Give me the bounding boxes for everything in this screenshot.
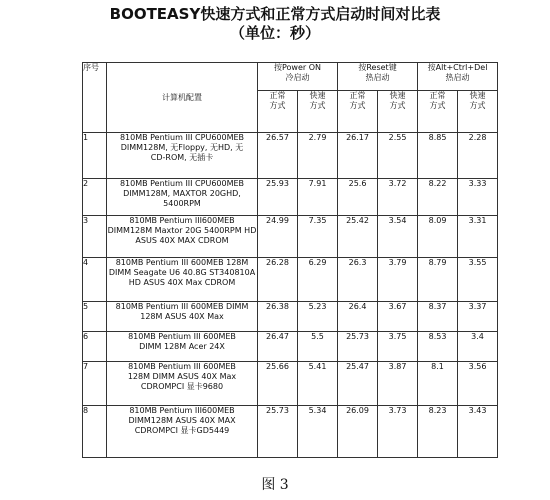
cell-value: 3.33	[458, 179, 498, 216]
table-title: BOOTEASY快速方式和正常方式启动时间对比表	[109, 5, 441, 23]
row-config: 810MB Pentium III600MEB DIMM128M Maxtor 20G 5400RPM HD ASUS 40X MAX CDROM	[107, 216, 258, 258]
cell-value: 3.43	[458, 406, 498, 458]
cell-value: 25.93	[258, 179, 298, 216]
cell-value: 3.55	[458, 258, 498, 302]
header-group-power-on: 按Power ON 冷启动	[258, 63, 338, 91]
table-row	[83, 302, 498, 332]
table-row	[83, 332, 498, 362]
cell-value: 8.09	[418, 216, 458, 258]
cell-value: 3.4	[458, 332, 498, 362]
header-config: 计算机配置	[107, 63, 258, 133]
header-normal: 正常 方式	[418, 91, 458, 133]
cell-value: 26.3	[338, 258, 378, 302]
cell-value: 5.41	[298, 362, 338, 406]
header-index: 序号	[83, 63, 107, 133]
cell-value: 26.38	[258, 302, 298, 332]
cell-value: 3.75	[378, 332, 418, 362]
cell-value: 25.73	[258, 406, 298, 458]
comparison-table	[82, 62, 498, 458]
cell-value: 3.37	[458, 302, 498, 332]
cell-value: 3.73	[378, 406, 418, 458]
row-index: 5	[83, 302, 107, 332]
header-group-reset: 按Reset键 热启动	[338, 63, 418, 91]
cell-value: 26.57	[258, 133, 298, 179]
row-index: 4	[83, 258, 107, 302]
row-index: 3	[83, 216, 107, 258]
row-index: 6	[83, 332, 107, 362]
row-config: 810MB Pentium III 600MEB 128M DIMM ASUS 40X Max CDROMPCI 显卡9680	[107, 362, 258, 406]
cell-value: 25.73	[338, 332, 378, 362]
cell-value: 7.35	[298, 216, 338, 258]
cell-value: 2.55	[378, 133, 418, 179]
row-config: 810MB Pentium III600MEB DIMM128M ASUS 40X MAX CDROMPCI 显卡GD5449	[107, 406, 258, 458]
cell-value: 8.79	[418, 258, 458, 302]
header-fast: 快速 方式	[298, 91, 338, 133]
table-row	[83, 258, 498, 302]
figure-caption: 图 3	[261, 477, 289, 493]
cell-value: 5.23	[298, 302, 338, 332]
cell-value: 25.6	[338, 179, 378, 216]
cell-value: 8.1	[418, 362, 458, 406]
cell-value: 26.09	[338, 406, 378, 458]
cell-value: 2.79	[298, 133, 338, 179]
cell-value: 2.28	[458, 133, 498, 179]
table-row	[83, 133, 498, 179]
cell-value: 26.28	[258, 258, 298, 302]
row-index: 2	[83, 179, 107, 216]
header-row-groups	[83, 63, 498, 91]
cell-value: 3.31	[458, 216, 498, 258]
cell-value: 8.85	[418, 133, 458, 179]
cell-value: 3.56	[458, 362, 498, 406]
table-row	[83, 216, 498, 258]
cell-value: 3.79	[378, 258, 418, 302]
cell-value: 26.47	[258, 332, 298, 362]
row-index: 8	[83, 406, 107, 458]
header-group-alt-ctrl-del: 按Alt+Ctrl+Del 热启动	[418, 63, 498, 91]
cell-value: 24.99	[258, 216, 298, 258]
cell-value: 8.22	[418, 179, 458, 216]
cell-value: 3.72	[378, 179, 418, 216]
cell-value: 3.87	[378, 362, 418, 406]
row-config: 810MB Pentium III CPU600MEB DIMM128M, 无Floppy, 无HD, 无 CD-ROM, 无插卡	[107, 133, 258, 179]
cell-value: 25.66	[258, 362, 298, 406]
row-config: 810MB Pentium III 600MEB DIMM 128M ASUS 40X Max	[107, 302, 258, 332]
header-normal: 正常 方式	[338, 91, 378, 133]
cell-value: 8.53	[418, 332, 458, 362]
header-fast: 快速 方式	[458, 91, 498, 133]
cell-value: 26.17	[338, 133, 378, 179]
row-config: 810MB Pentium III 600MEB 128M DIMM Seagate U6 40.8G ST340810A HD ASUS 40X Max CDROM	[107, 258, 258, 302]
cell-value: 5.5	[298, 332, 338, 362]
table-row	[83, 406, 498, 458]
header-normal: 正常 方式	[258, 91, 298, 133]
cell-value: 25.47	[338, 362, 378, 406]
table-subtitle: （单位：秒）	[229, 24, 320, 42]
cell-value: 3.54	[378, 216, 418, 258]
cell-value: 6.29	[298, 258, 338, 302]
table-row	[83, 362, 498, 406]
cell-value: 25.42	[338, 216, 378, 258]
cell-value: 8.37	[418, 302, 458, 332]
cell-value: 3.67	[378, 302, 418, 332]
header-fast: 快速 方式	[378, 91, 418, 133]
cell-value: 8.23	[418, 406, 458, 458]
row-index: 7	[83, 362, 107, 406]
row-index: 1	[83, 133, 107, 179]
row-config: 810MB Pentium III 600MEB DIMM 128M Acer 24X	[107, 332, 258, 362]
table-row	[83, 179, 498, 216]
cell-value: 5.34	[298, 406, 338, 458]
row-config: 810MB Pentium III CPU600MEB DIMM128M, MAXTOR 20GHD, 5400RPM	[107, 179, 258, 216]
cell-value: 7.91	[298, 179, 338, 216]
cell-value: 26.4	[338, 302, 378, 332]
